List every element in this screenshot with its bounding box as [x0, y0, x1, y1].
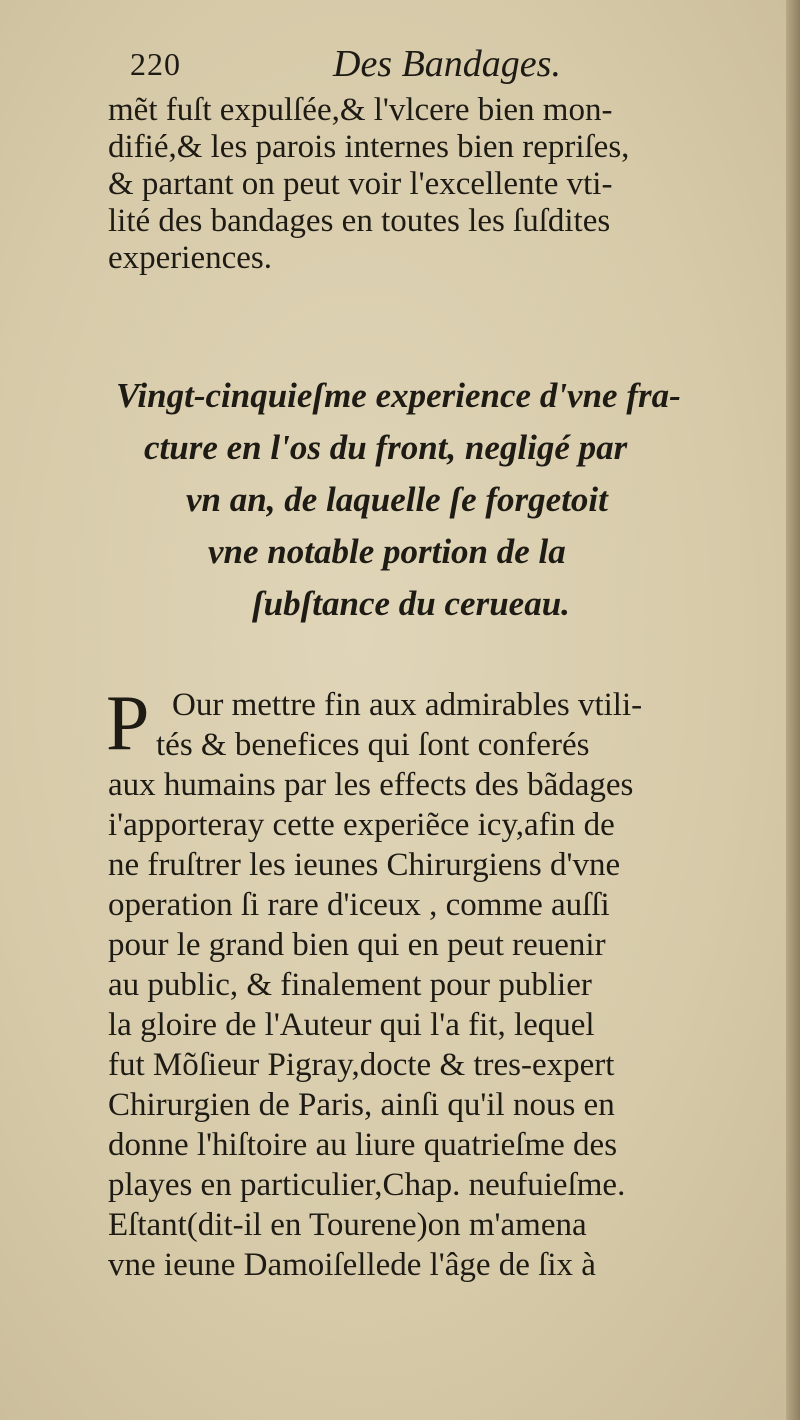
paragraph-main: [106, 679, 768, 1285]
heading-line: vn an, de laquelle ſe forgetoit: [186, 480, 608, 519]
text-line: lité des bandages en toutes les ſuſdites: [108, 203, 611, 239]
text-line: operation ſi rare d'iceux , comme auſſi: [108, 887, 610, 923]
text-line: & partant on peut voir l'excellente vti-: [108, 166, 613, 202]
text-line: playes en particulier,Chap. neufuieſme.: [108, 1167, 626, 1203]
text-line: Our mettre fin aux admirables vtili-: [172, 687, 643, 723]
page-number: 220: [130, 46, 181, 82]
text-line: mẽt fuſt expulſée,& l'vlcere bien mon-: [108, 92, 613, 128]
text-line: ne fruſtrer les ieunes Chirurgiens d'vne: [108, 847, 621, 883]
text-line: donne l'hiſtoire au liure quatrieſme des: [108, 1127, 618, 1163]
text-line: au public, & finalement pour publier: [108, 967, 592, 1003]
page-header: [118, 38, 718, 90]
text-line: fut Mõſieur Pigray,docte & tres-expert: [108, 1047, 615, 1083]
text-line: Chirurgien de Paris, ainſi qu'il nous en: [108, 1087, 615, 1123]
section-heading: [112, 370, 762, 630]
text-line: i'apporteray cette experiẽce icy,afin de: [108, 807, 615, 843]
drop-cap: P: [106, 679, 150, 766]
text-line: Eſtant(dit-il en Tourene)on m'amena: [108, 1207, 587, 1243]
heading-line: Vingt-cinquieſme experience d'vne fra-: [116, 376, 681, 415]
heading-line: vne notable portion de la: [208, 532, 566, 571]
text-line: tés & benefices qui ſont conferés: [156, 727, 590, 763]
running-title: Des Bandages.: [333, 43, 561, 85]
heading-line: ſubſtance du cerueau.: [252, 584, 570, 623]
text-line: la gloire de l'Auteur qui l'a fit, lequel: [108, 1007, 595, 1043]
text-line: difié,& les parois internes bien repriſes,: [108, 129, 630, 165]
page-edge: [786, 0, 800, 1420]
text-line: vne ieune Damoiſellede l'âge de ſix à: [108, 1247, 596, 1283]
paragraph-top: [108, 92, 768, 277]
text-line: experiences.: [108, 240, 272, 276]
text-line: pour le grand bien qui en peut reuenir: [108, 927, 606, 963]
heading-line: cture en l'os du front, negligé par: [144, 428, 628, 467]
text-line: aux humains par les effects des bãdages: [108, 767, 634, 803]
